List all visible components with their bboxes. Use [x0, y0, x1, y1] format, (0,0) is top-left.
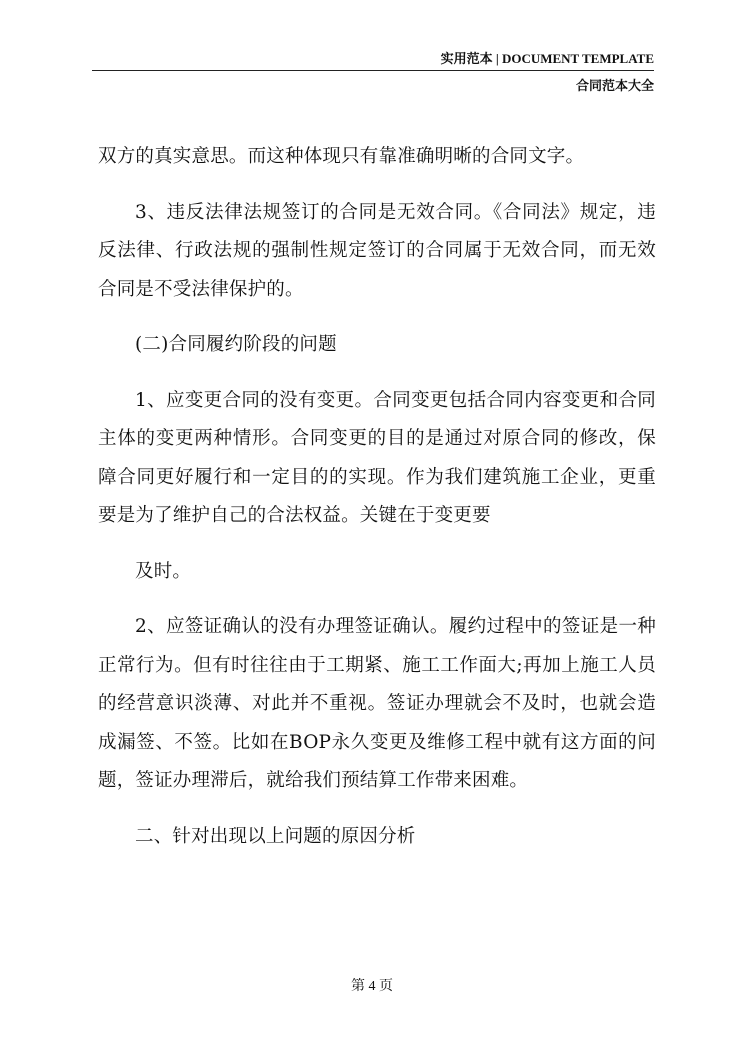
header-subtitle: 合同范本大全 [575, 78, 654, 93]
paragraph-2: 3、违反法律法规签订的合同是无效合同。《合同法》规定，违反法律、行政法规的强制性规定签订的合同属于无效合同，而无效合同是不受法律保护的。 [98, 201, 656, 300]
header-divider [92, 70, 654, 71]
document-body [98, 138, 656, 856]
paragraph-4: 及时。 [135, 560, 192, 582]
paragraph-1: 双方的真实意思。而这种体现只有靠准确明晰的合同文字。 [98, 146, 585, 167]
section-heading-3: 二、针对出现以上问题的原因分析 [135, 825, 416, 847]
page-number: 第 4 页 [351, 979, 393, 994]
paragraph-3: 1、应变更合同的没有变更。合同变更包括合同内容变更和合同主体的变更两种情形。合同变更的目的是通过对原合同的修改，保障合同更好履行和一定目的的实现。作为我们建筑施工企业，更重要是为了维护自己的合法权益。关键在于变更要 [98, 389, 656, 526]
paragraph-5: 2、应签证确认的没有办理签证确认。履约过程中的签证是一种正常行为。但有时往往由于工期紧、施工工作面大;再加上施工人员的经营意识淡薄、对此并不重视。签证办理就会不及时，也就会造成漏签、不签。比如在BOP永久变更及维修工程中就有这方面的问题，签证办理滞后，就给我们预结算工作带来困难。 [98, 616, 656, 791]
page-header [92, 50, 654, 95]
header-title: 实用范本 | DOCUMENT TEMPLATE [440, 51, 654, 66]
section-heading-2: (二)合同履约阶段的问题 [135, 334, 337, 355]
